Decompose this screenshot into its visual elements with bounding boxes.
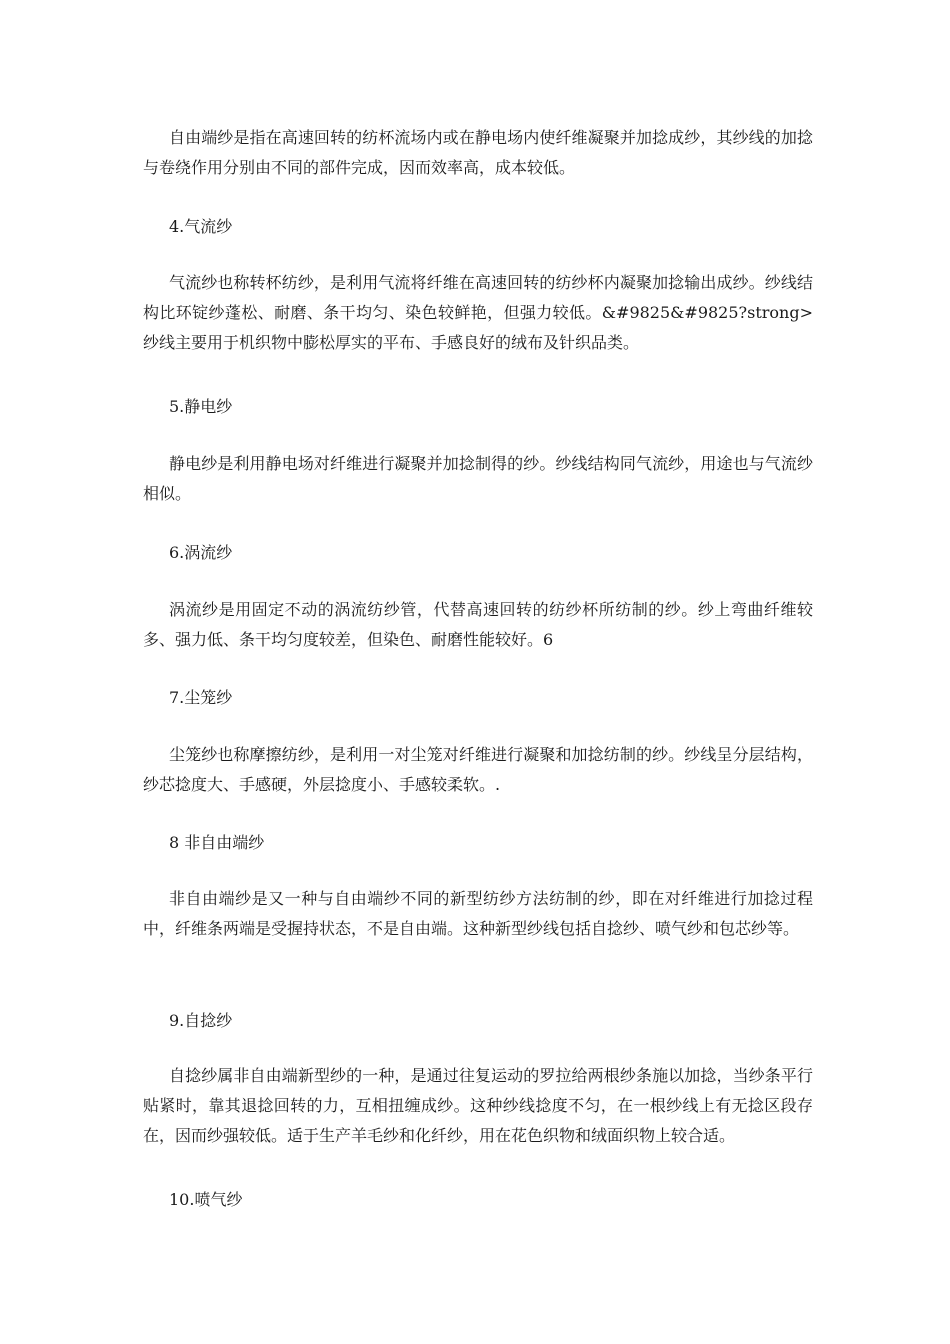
- heading-air-jet-yarn: 10.喷气纱: [169, 1190, 243, 1209]
- paragraph-open-end-yarn: 自由端纱是指在高速回转的纺杯流场内或在静电场内使纤维凝聚并加捻成纱，其纱线的加捻与卷绕作用分别由不同的部件完成，因而效率高，成本较低。: [143, 128, 813, 177]
- heading-non-open-end-yarn: 8 非自由端纱: [169, 833, 265, 852]
- heading-friction-yarn: 7.尘笼纱: [169, 688, 233, 707]
- paragraph-self-twist-yarn: 自捻纱属非自由端新型纱的一种，是通过往复运动的罗拉给两根纱条施以加捻，当纱条平行贴紧时，靠其退捻回转的力，互相扭缠成纱。这种纱线捻度不匀，在一根纱线上有无捻区段存在，因而纱强较低。适于生产羊毛纱和化纤纱，用在花色织物和绒面织物上较合适。: [143, 1066, 813, 1145]
- heading-electrostatic-yarn: 5.静电纱: [169, 397, 233, 416]
- paragraph-friction-yarn: 尘笼纱也称摩擦纺纱，是利用一对尘笼对纤维进行凝聚和加捻纺制的纱。纱线呈分层结构，纱芯捻度大、手感硬，外层捻度小、手感较柔软。.: [143, 745, 813, 794]
- paragraph-electrostatic-yarn: 静电纱是利用静电场对纤维进行凝聚并加捻制得的纱。纱线结构同气流纱，用途也与气流纱相似。: [143, 454, 813, 503]
- paragraph-non-open-end-yarn: 非自由端纱是又一种与自由端纱不同的新型纺纱方法纺制的纱，即在对纤维进行加捻过程中，纤维条两端是受握持状态，不是自由端。这种新型纱线包括自捻纱、喷气纱和包芯纱等。: [143, 889, 813, 938]
- paragraph-vortex-yarn: 涡流纱是用固定不动的涡流纺纱管，代替高速回转的纺纱杯所纺制的纱。纱上弯曲纤维较多、强力低、条干均匀度较差，但染色、耐磨性能较好。6: [143, 600, 813, 649]
- paragraph-air-flow-yarn: 气流纱也称转杯纺纱，是利用气流将纤维在高速回转的纺纱杯内凝聚加捻输出成纱。纱线结构比环锭纱蓬松、耐磨、条干均匀、染色较鲜艳，但强力较低。&#9825&#9825?strong>纱线主要用于机织物中膨松厚实的平布、手感良好的绒布及针织品类。: [143, 273, 813, 352]
- heading-vortex-yarn: 6.涡流纱: [169, 543, 233, 562]
- heading-air-flow-yarn: 4.气流纱: [169, 217, 233, 236]
- heading-self-twist-yarn: 9.自捻纱: [169, 1011, 233, 1030]
